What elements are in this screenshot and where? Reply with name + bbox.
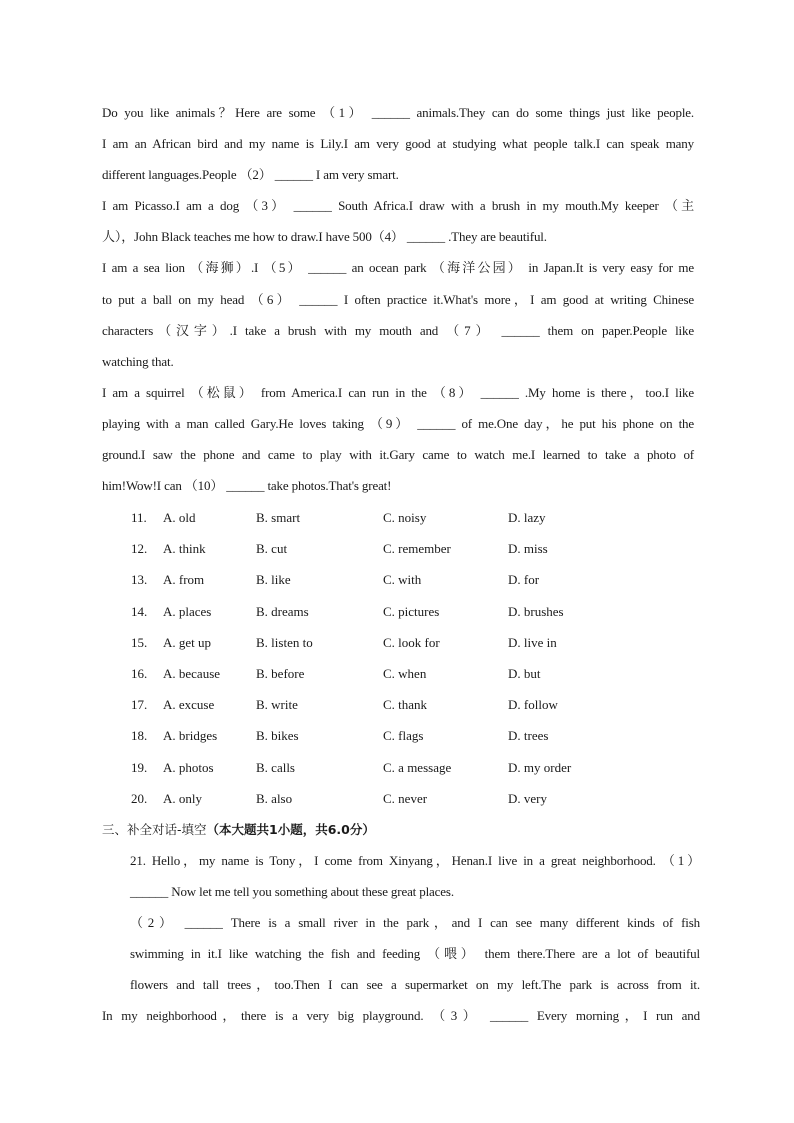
question-row [131,506,598,537]
option-b: B. write [256,697,298,713]
option-d: D. trees [508,728,549,744]
question-row [131,724,598,755]
option-c: C. never [383,790,428,806]
passage-line: I am Picasso.I am a dog （3） ______ South Africa.I draw with a brush in my mouth.My keeper （主 [102,198,694,214]
option-c: C. remember [383,541,451,557]
dialog-line: 21. Hello，my name is Tony，I come from Xinyang，Henan.I live in a great neighborhood. （1） [130,853,700,868]
option-d: D. follow [508,697,558,713]
dialog-line: In my neighborhood，there is a very big playground. （3） ______ Every morning，I run and [102,1008,700,1024]
question-number: 20. [131,790,148,806]
question-row [131,600,598,631]
cloze-passage [102,101,694,505]
passage-line: playing with a man called Gary.He loves taking （9） ______ of me.One day，he put his phone on the [102,415,694,431]
option-d: D. lazy [508,510,546,525]
option-d: D. my order [508,759,572,775]
option-a: A. because [163,665,221,681]
option-d: D. miss [508,541,548,557]
dialog-line: ______ Now let me tell you something about these great places. [130,884,454,900]
dialog-line: swimming in it.I like watching the fish and feeding （喂） them there.There are a lot of beautiful [130,946,700,962]
question-row [131,756,598,787]
question-number: 13. [131,572,148,588]
dialog-line: flowers and tall trees，too.Then I can see a supermarket on my left.The park is across from it. [130,977,700,993]
section-heading [102,818,375,842]
dialog-passage [102,849,700,1036]
option-b: B. dreams [256,603,309,619]
question-number: 17. [131,697,148,713]
dialog-line: （2） ______ There is a small river in the park，and I can see many different kinds of fish [130,915,700,931]
question-row [131,631,598,662]
question-number: 18. [131,728,148,744]
question-number: 16. [131,665,148,681]
passage-line: 人），John Black teaches me how to draw.I have 500（4） ______ .They are beautiful. [102,229,547,245]
question-row [131,693,598,724]
question-number: 11. [131,510,147,525]
passage-line: different languages.People （2） ______ I am very smart. [102,167,399,183]
option-b: B. like [256,572,291,588]
passage-line: ground.I saw the phone and came to play with it.Gary came to watch me.I learned to take a photo of [102,447,694,463]
option-a: A. old [163,510,196,525]
question-number: 15. [131,634,148,650]
option-a: A. bridges [163,728,218,744]
option-c: C. pictures [383,603,440,619]
option-b: B. before [256,665,305,681]
option-a: A. places [163,603,212,619]
option-c: C. with [383,572,422,588]
passage-line: I am a squirrel （松鼠） from America.I can run in the （8） ______ .My home is there，too.I like [102,384,694,400]
option-b: B. listen to [256,634,313,650]
passage-line: Do you like animals？Here are some （1） ______ animals.They can do some things just like people. [102,105,694,120]
option-c: C. a message [383,759,452,775]
question-row [131,537,598,568]
option-d: D. but [508,665,541,681]
passage-line: him!Wow!I can （10） ______ take photos.That's great! [102,478,392,494]
option-d: D. brushes [508,603,564,619]
question-number: 12. [131,541,148,557]
question-row [131,568,598,599]
passage-line: I am a sea lion （海狮）.I （5） ______ an ocean park （海洋公园） in Japan.It is very easy for me [102,260,694,276]
option-d: D. very [508,790,547,806]
section-title: 三、补全对话-填空 [102,822,207,837]
answer-options [131,506,598,818]
option-c: C. when [383,665,427,681]
question-number: 14. [131,603,148,619]
option-a: A. photos [163,759,214,775]
option-c: C. noisy [383,510,427,525]
passage-line: to put a ball on my head （6） ______ I often practice it.What's more，I am good at writing Chinese [102,291,694,307]
option-b: B. cut [256,541,288,557]
option-a: A. get up [163,634,212,650]
passage-line: I am an African bird and my name is Lily.I am very good at studying what people talk.I can speak many [102,136,694,152]
option-b: B. also [256,790,293,806]
question-number: 19. [131,759,148,775]
option-a: A. think [163,541,206,557]
question-row [131,662,598,693]
question-row [131,787,598,818]
section-note: （本大题共1小题，共6.0分） [206,822,375,837]
option-c: C. thank [383,697,428,713]
option-b: B. smart [256,510,301,525]
passage-line: watching that. [102,353,174,369]
passage-line: characters（汉字）.I take a brush with my mouth and （7） ______ them on paper.People like [102,322,694,338]
option-a: A. excuse [163,697,215,713]
option-c: C. flags [383,728,424,744]
option-d: D. live in [508,634,557,650]
option-b: B. calls [256,759,295,775]
option-a: A. from [163,572,205,588]
option-a: A. only [163,790,202,806]
option-c: C. look for [383,634,440,650]
option-b: B. bikes [256,728,299,744]
option-d: D. for [508,572,540,588]
